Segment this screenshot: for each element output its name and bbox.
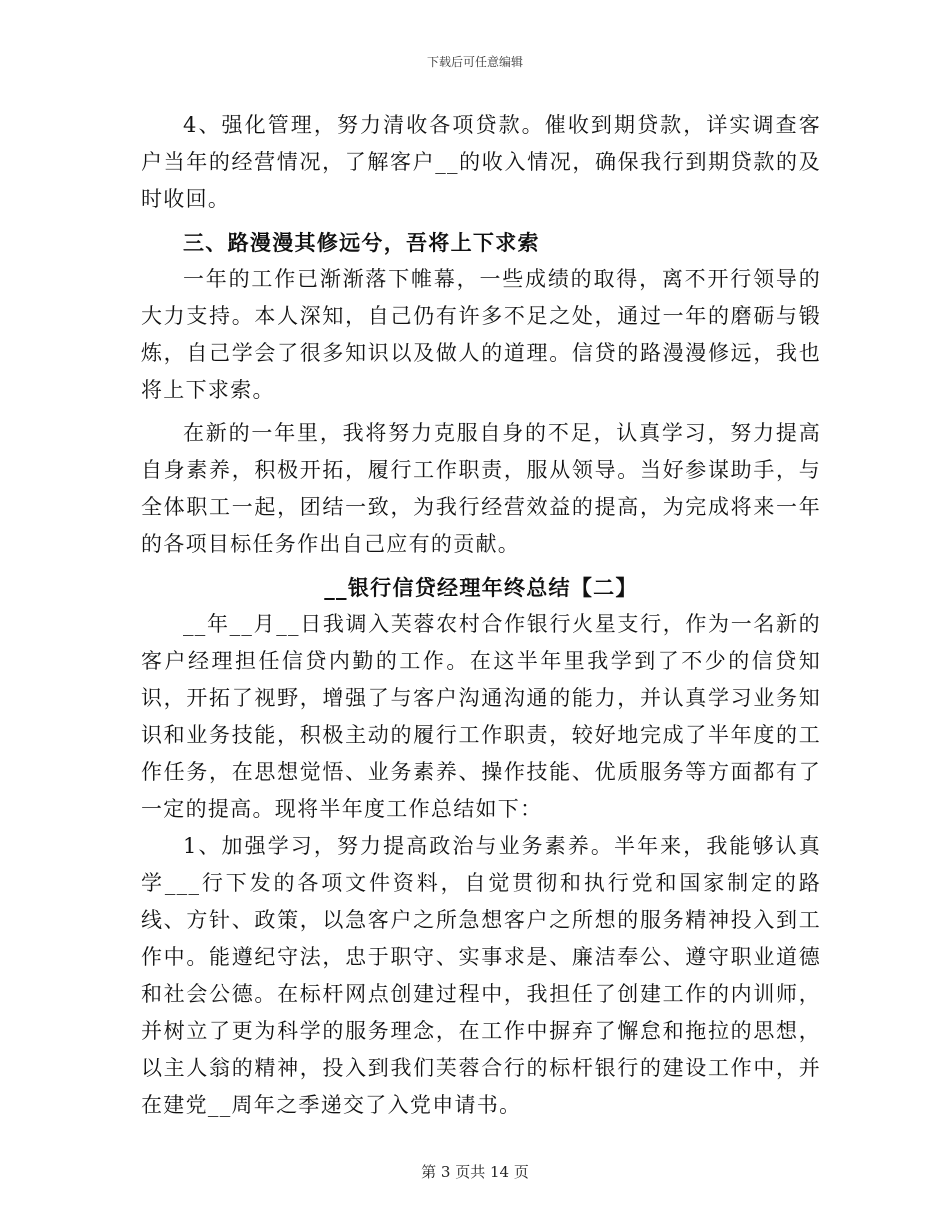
paragraph-intro-part-2: __年__月__日我调入芙蓉农村合作银行火星支行，作为一名新的客户经理担任信贷内勤的工作。在这半年里我学到了不少的信贷知识，开拓了视野，增强了与客户沟通沟通的能力，并认真学习业务知识和业务技能，积极主动的履行工作职责，较好地完成了半年度的工作任务，在思想觉悟、业务素养、操作技能、优质服务等方面都有了一定的提高。现将半年度工作总结如下： — [141, 612, 821, 821]
document-title-part-2: __银行信贷经理年终总结【二】 — [324, 575, 638, 600]
paragraph-loan-collection: 4、强化管理，努力清收各项贷款。催收到期贷款，详实调查客户当年的经营情况，了解客户__的收入情况，确保我行到期贷款的及时收回。 — [141, 113, 821, 211]
page-number: 第 3 页共 14 页 — [421, 1163, 529, 1181]
paragraph-new-year-plan: 在新的一年里，我将努力克服自身的不足，认真学习，努力提高自身素养，积极开拓，履行工作职责，服从领导。当好参谋助手，与全体职工一起，团结一致，为我行经营效益的提高，为完成将来一年的各项目标任务作出自己应有的贡献。 — [141, 421, 821, 556]
document-body — [141, 107, 821, 1124]
page-header: 下载后可任意编辑 — [426, 55, 523, 69]
section-heading-3: 三、路漫漫其修远兮，吾将上下求索 — [183, 230, 540, 255]
paragraph-year-review: 一年的工作已渐渐落下帷幕，一些成绩的取得，离不开行领导的大力支持。本人深知，自己仍有许多不足之处，通过一年的磨砺与锻炼，自己学会了很多知识以及做人的道理。信贷的路漫漫修远，我也将上下求索。 — [141, 267, 821, 402]
paragraph-study-improvement: 1、加强学习，努力提高政治与业务素养。半年来，我能够认真学___行下发的各项文件资料，自觉贯彻和执行党和国家制定的路线、方针、政策，以急客户之所急想客户之所想的服务精神投入到工作中。能遵纪守法，忠于职守、实事求是、廉洁奉公、遵守职业道德和社会公德。在标杆网点创建过程中，我担任了创建工作的内训师，并树立了更为科学的服务理念，在工作中摒弃了懈怠和拖拉的思想，以主人翁的精神，投入到我们芙蓉合行的标杆银行的建设工作中，并在建党__周年之季递交了入党申请书。 — [141, 834, 821, 1117]
